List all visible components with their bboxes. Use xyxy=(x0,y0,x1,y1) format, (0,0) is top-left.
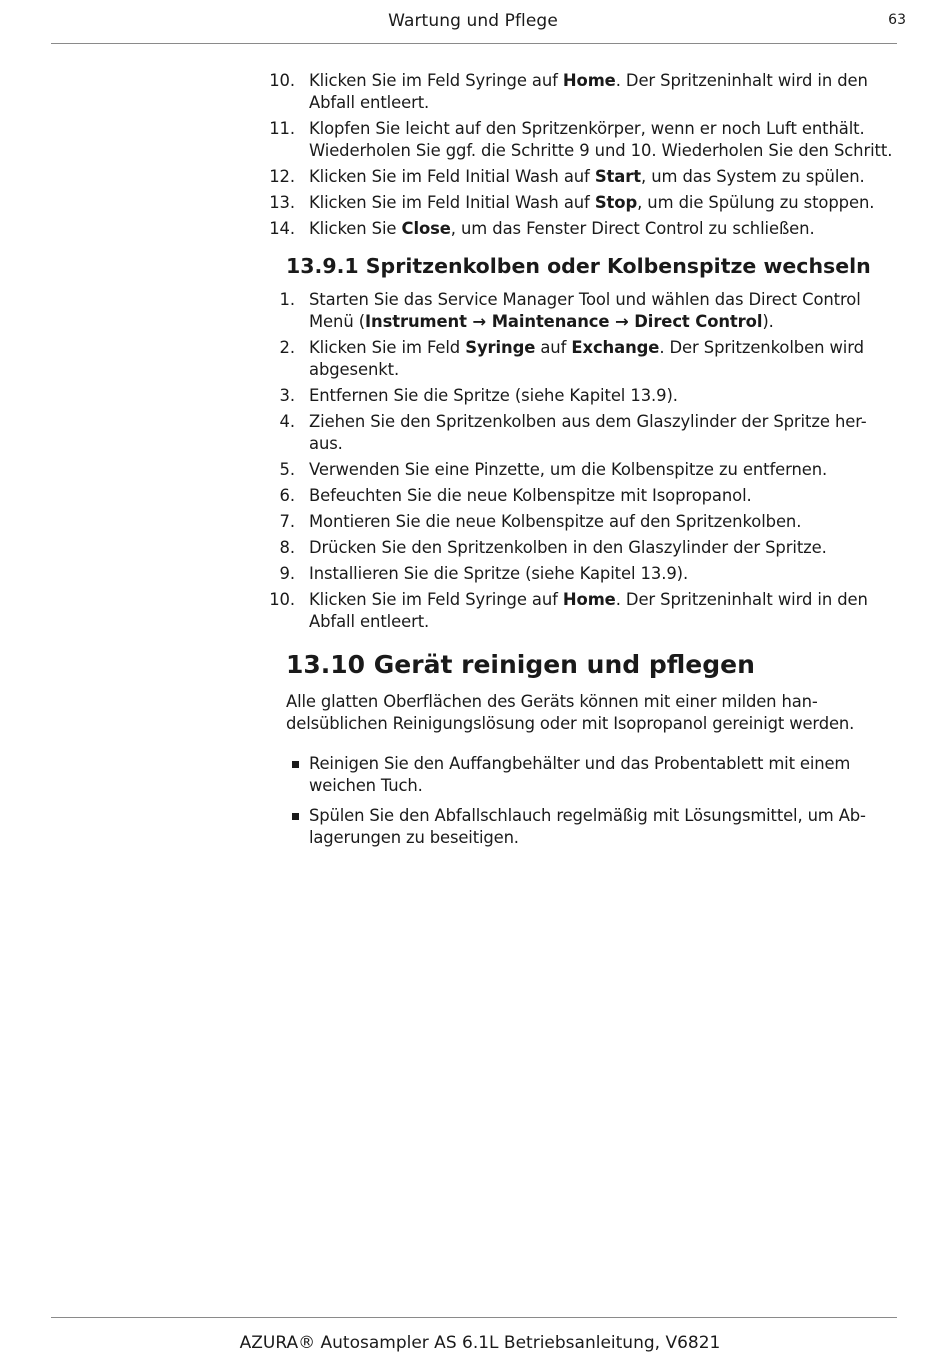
step-number: 3. xyxy=(279,386,295,405)
steps-list-continued xyxy=(262,70,896,240)
list-item: 6. Befeuchten Sie die neue Kolbenspitze mit Isopropanol. xyxy=(262,485,896,507)
header-divider xyxy=(51,43,897,44)
page-number: 63 xyxy=(888,12,906,28)
step-number: 10. xyxy=(269,71,295,90)
step-number: 9. xyxy=(279,564,295,583)
list-item: 9. Installieren Sie die Spritze (siehe Kapitel 13.9). xyxy=(262,563,896,585)
step-number: 11. xyxy=(269,119,295,138)
list-item: 1. Starten Sie das Service Manager Tool und wählen das Direct Control Menü (Instrument → Maintenance → Direct Control). xyxy=(262,289,896,333)
footer-title: AZURA® Autosampler AS 6.1L Betriebsanleitung, V6821 xyxy=(239,1333,721,1353)
page-content xyxy=(262,70,896,857)
list-item: 14. Klicken Sie Close, um das Fenster Direct Control zu schließen. xyxy=(262,218,896,240)
step-number: 8. xyxy=(279,538,295,557)
list-item: 10. Klicken Sie im Feld Syringe auf Home. Der Spritzeninhalt wird in den Abfall entleert. xyxy=(262,70,896,114)
arrow-right-icon: → xyxy=(609,312,635,331)
bullet-item: Reinigen Sie den Auffangbehälter und das Probentablett mit einem weichen Tuch. xyxy=(262,753,896,797)
list-item: 2. Klicken Sie im Feld Syringe auf Exchange. Der Spritzenkolben wird abgesenkt. xyxy=(262,337,896,381)
step-number: 10. xyxy=(269,590,295,609)
section-heading-13-9-1: 13.9.1 Spritzenkolben oder Kolbenspitze wechseln xyxy=(286,254,871,278)
bullet-list xyxy=(262,753,896,849)
step-number: 2. xyxy=(279,338,295,357)
section-heading-13-10: 13.10 Gerät reinigen und pflegen xyxy=(286,650,755,679)
list-item: 7. Montieren Sie die neue Kolbenspitze auf den Spritzenkolben. xyxy=(262,511,896,533)
arrow-right-icon: → xyxy=(466,312,492,331)
list-item: 11. Klopfen Sie leicht auf den Spritzenkörper, wenn er noch Luft enthält. Wiederholen Sie ggf. die Schritte 9 und 10. Wiederholen Sie den Schritt. xyxy=(262,118,896,162)
header-title: Wartung und Pflege xyxy=(388,11,558,31)
step-number: 13. xyxy=(269,193,295,212)
list-item: 10. Klicken Sie im Feld Syringe auf Home. Der Spritzeninhalt wird in den Abfall entleert. xyxy=(262,589,896,633)
step-number: 5. xyxy=(279,460,295,479)
step-number: 6. xyxy=(279,486,295,505)
list-item: 3. Entfernen Sie die Spritze (siehe Kapitel 13.9). xyxy=(262,385,896,407)
list-item: 13. Klicken Sie im Feld Initial Wash auf Stop, um die Spülung zu stoppen. xyxy=(262,192,896,214)
square-bullet-icon xyxy=(292,813,299,820)
square-bullet-icon xyxy=(292,761,299,768)
footer-divider xyxy=(51,1317,897,1318)
list-item: 8. Drücken Sie den Spritzenkolben in den Glaszylinder der Spritze. xyxy=(262,537,896,559)
intro-paragraph: Alle glatten Oberflächen des Geräts können mit einer milden han-delsüblichen Reinigungslösung oder mit Isopropanol gereinigt werden. xyxy=(286,692,855,733)
list-item: 12. Klicken Sie im Feld Initial Wash auf Start, um das System zu spülen. xyxy=(262,166,896,188)
step-number: 7. xyxy=(279,512,295,531)
list-item: 5. Verwenden Sie eine Pinzette, um die Kolbenspitze zu entfernen. xyxy=(262,459,896,481)
step-number: 1. xyxy=(279,290,295,309)
step-number: 4. xyxy=(279,412,295,431)
bullet-item: Spülen Sie den Abfallschlauch regelmäßig mit Lösungsmittel, um Ab-lagerungen zu beseitigen. xyxy=(262,805,896,849)
step-number: 14. xyxy=(269,219,295,238)
steps-list-13-9-1 xyxy=(262,289,896,633)
list-item: 4. Ziehen Sie den Spritzenkolben aus dem Glaszylinder der Spritze her-aus. xyxy=(262,411,896,455)
step-number: 12. xyxy=(269,167,295,186)
